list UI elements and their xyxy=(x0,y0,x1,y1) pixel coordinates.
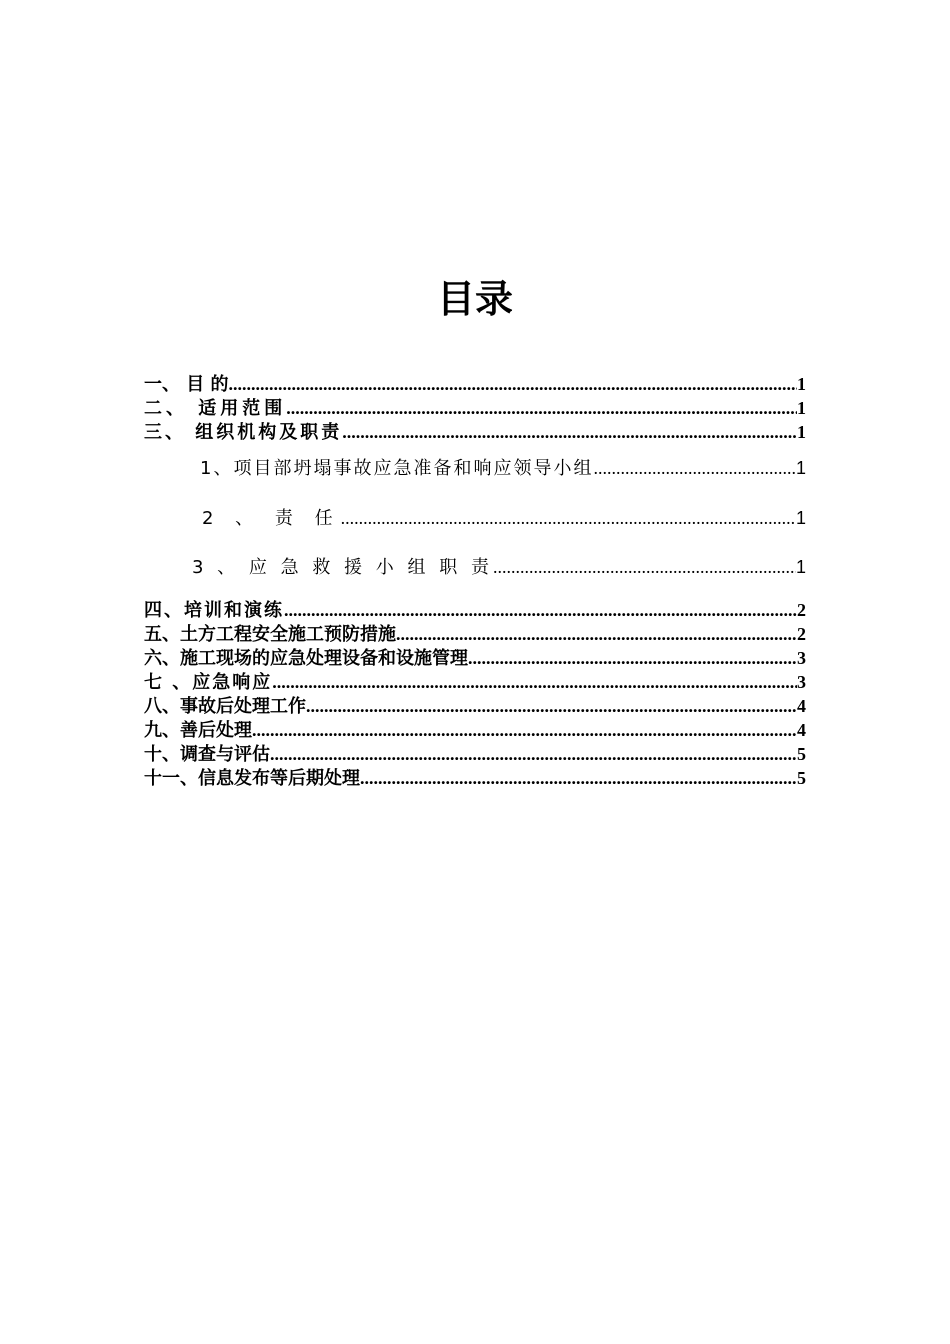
toc-entry-label: 七 、应急响应 xyxy=(144,672,273,693)
toc-entry[interactable] xyxy=(144,622,806,646)
toc-sub-entry[interactable] xyxy=(144,444,806,494)
toc-page-number: 2 xyxy=(797,624,806,644)
toc-page-number: 1 xyxy=(795,508,806,528)
toc-page-number: 2 xyxy=(797,600,806,620)
toc-dot-leader xyxy=(468,646,797,670)
toc-entry[interactable] xyxy=(144,742,806,766)
toc-entry[interactable] xyxy=(144,766,806,790)
toc-entry-label: 八、事故后处理工作 xyxy=(144,696,306,717)
toc-dot-leader xyxy=(593,444,796,493)
toc-page-number: 3 xyxy=(797,648,806,668)
toc-dot-leader xyxy=(360,766,797,790)
toc-entry-label: 九、善后处理 xyxy=(144,720,252,741)
toc-entry-label: 三、 组织机构及职责 xyxy=(144,422,343,443)
page-title: 目录 xyxy=(436,277,513,321)
toc-entry[interactable] xyxy=(144,694,806,718)
toc-page-number: 1 xyxy=(795,458,806,478)
toc-entry-label: 十一、信息发布等后期处理 xyxy=(144,768,360,789)
toc-entry-label: 二、 适用范围 xyxy=(144,398,287,419)
toc-page-number: 1 xyxy=(797,422,806,442)
toc-entry-label: 十、调查与评估 xyxy=(144,744,270,765)
toc-entry-label: 六、施工现场的应急处理设备和设施管理 xyxy=(144,648,468,669)
toc-entry[interactable] xyxy=(144,420,806,444)
toc-page-number: 5 xyxy=(797,768,806,788)
toc-dot-leader xyxy=(270,742,797,766)
toc-dot-leader xyxy=(286,396,797,420)
toc-entry[interactable] xyxy=(144,646,806,670)
toc-dot-leader xyxy=(341,494,796,543)
toc-entry[interactable] xyxy=(144,396,806,420)
toc-page-number: 5 xyxy=(797,744,806,764)
toc-entry-label: 一、 目 的 xyxy=(144,374,229,395)
toc-page-number: 1 xyxy=(797,398,806,418)
toc-dot-leader xyxy=(252,718,797,742)
toc-dot-leader xyxy=(493,543,796,592)
toc-sub-entry[interactable] xyxy=(144,543,806,592)
toc-sub-entry[interactable] xyxy=(144,494,806,543)
toc-page-number: 3 xyxy=(797,672,806,692)
toc-dot-leader xyxy=(229,372,797,396)
toc-dot-leader xyxy=(306,694,797,718)
toc-entry-label: 四、培训和演练 xyxy=(144,600,284,621)
toc-entry-label: 3 、 应 急 救 援 小 组 职 责 xyxy=(192,557,493,578)
toc-entry[interactable] xyxy=(144,670,806,694)
toc-entry-label: 1、项目部坍塌事故应急准备和响应领导小组 xyxy=(200,458,594,479)
toc-page-number: 4 xyxy=(797,696,806,716)
toc-page-number: 4 xyxy=(797,720,806,740)
toc-entry[interactable] xyxy=(144,598,806,622)
toc-page-number: 1 xyxy=(795,557,806,577)
toc-dot-leader xyxy=(396,622,797,646)
toc-entry-label: 2 、 责 任 xyxy=(202,508,341,529)
toc-dot-leader xyxy=(284,598,797,622)
toc-dot-leader xyxy=(342,420,797,444)
toc-entry-label: 五、土方工程安全施工预防措施 xyxy=(144,624,396,645)
table-of-contents xyxy=(144,372,806,790)
toc-entry[interactable] xyxy=(144,718,806,742)
toc-entry[interactable] xyxy=(144,372,806,396)
toc-page-number: 1 xyxy=(797,374,806,394)
toc-dot-leader xyxy=(272,670,797,694)
